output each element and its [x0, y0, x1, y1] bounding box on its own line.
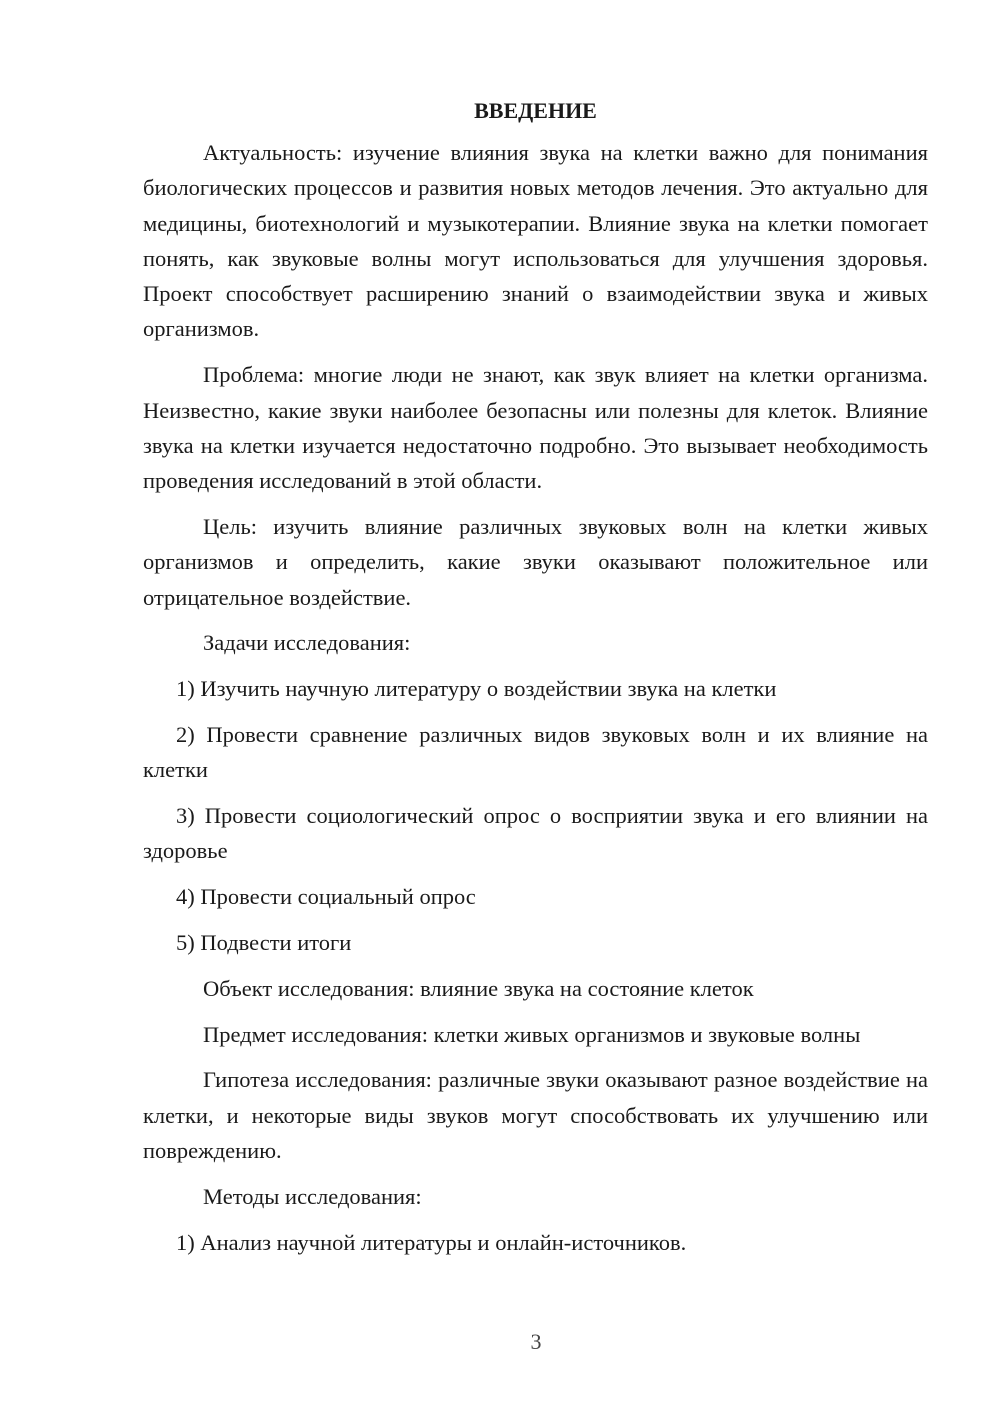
- section-title: ВВЕДЕНИЕ: [474, 98, 597, 123]
- research-object: Объект исследования: влияние звука на состояние клеток: [203, 975, 754, 1001]
- tasks-heading: Задачи исследования:: [203, 630, 411, 656]
- task-item-3: 3) Провести социологический опрос о восприятии звука и его влиянии на здоровье: [143, 803, 928, 864]
- page-content: [143, 93, 928, 1270]
- paragraph-problem: Проблема: многие люди не знают, как звук влияет на клетки организма. Неизвестно, какие звуки наиболее безопасны или полезны для клеток. Влияние звука на клетки изучается недостаточно подробно. Это вызывает необходимость проведения исследований в этой области.: [143, 362, 928, 494]
- method-item-1: 1) Анализ научной литературы и онлайн-источников.: [176, 1229, 687, 1255]
- paragraph-relevance: Актуальность: изучение влияния звука на клетки важно для понимания биологических процессов и развития новых методов лечения. Это актуально для медицины, биотехнологий и музыкотерапии. Влияние звука на клетки помогает понять, как звуковые волны могут использоваться для улучшения здоровья. Проект способствует расширению знаний о взаимодействии звука и живых организмов.: [143, 140, 928, 342]
- task-item-2: 2) Провести сравнение различных видов звуковых волн и их влияние на клетки: [143, 721, 928, 783]
- methods-heading: Методы исследования:: [203, 1183, 422, 1209]
- task-item-5: 5) Подвести итоги: [176, 929, 352, 955]
- research-hypothesis: Гипотеза исследования: различные звуки оказывают разное воздействие на клетки, и некоторые виды звуков могут способствовать их улучшению или повреждению.: [143, 1067, 928, 1163]
- page-number: 3: [530, 1329, 542, 1354]
- task-item-4: 4) Провести социальный опрос: [176, 884, 476, 910]
- paragraph-goal: Цель: изучить влияние различных звуковых волн на клетки живых организмов и определить, какие звуки оказывают положительное или отрицательное воздействие.: [143, 513, 928, 610]
- task-item-1: 1) Изучить научную литературу о воздействии звука на клетки: [176, 676, 777, 702]
- research-subject: Предмет исследования: клетки живых организмов и звуковые волны: [203, 1021, 861, 1047]
